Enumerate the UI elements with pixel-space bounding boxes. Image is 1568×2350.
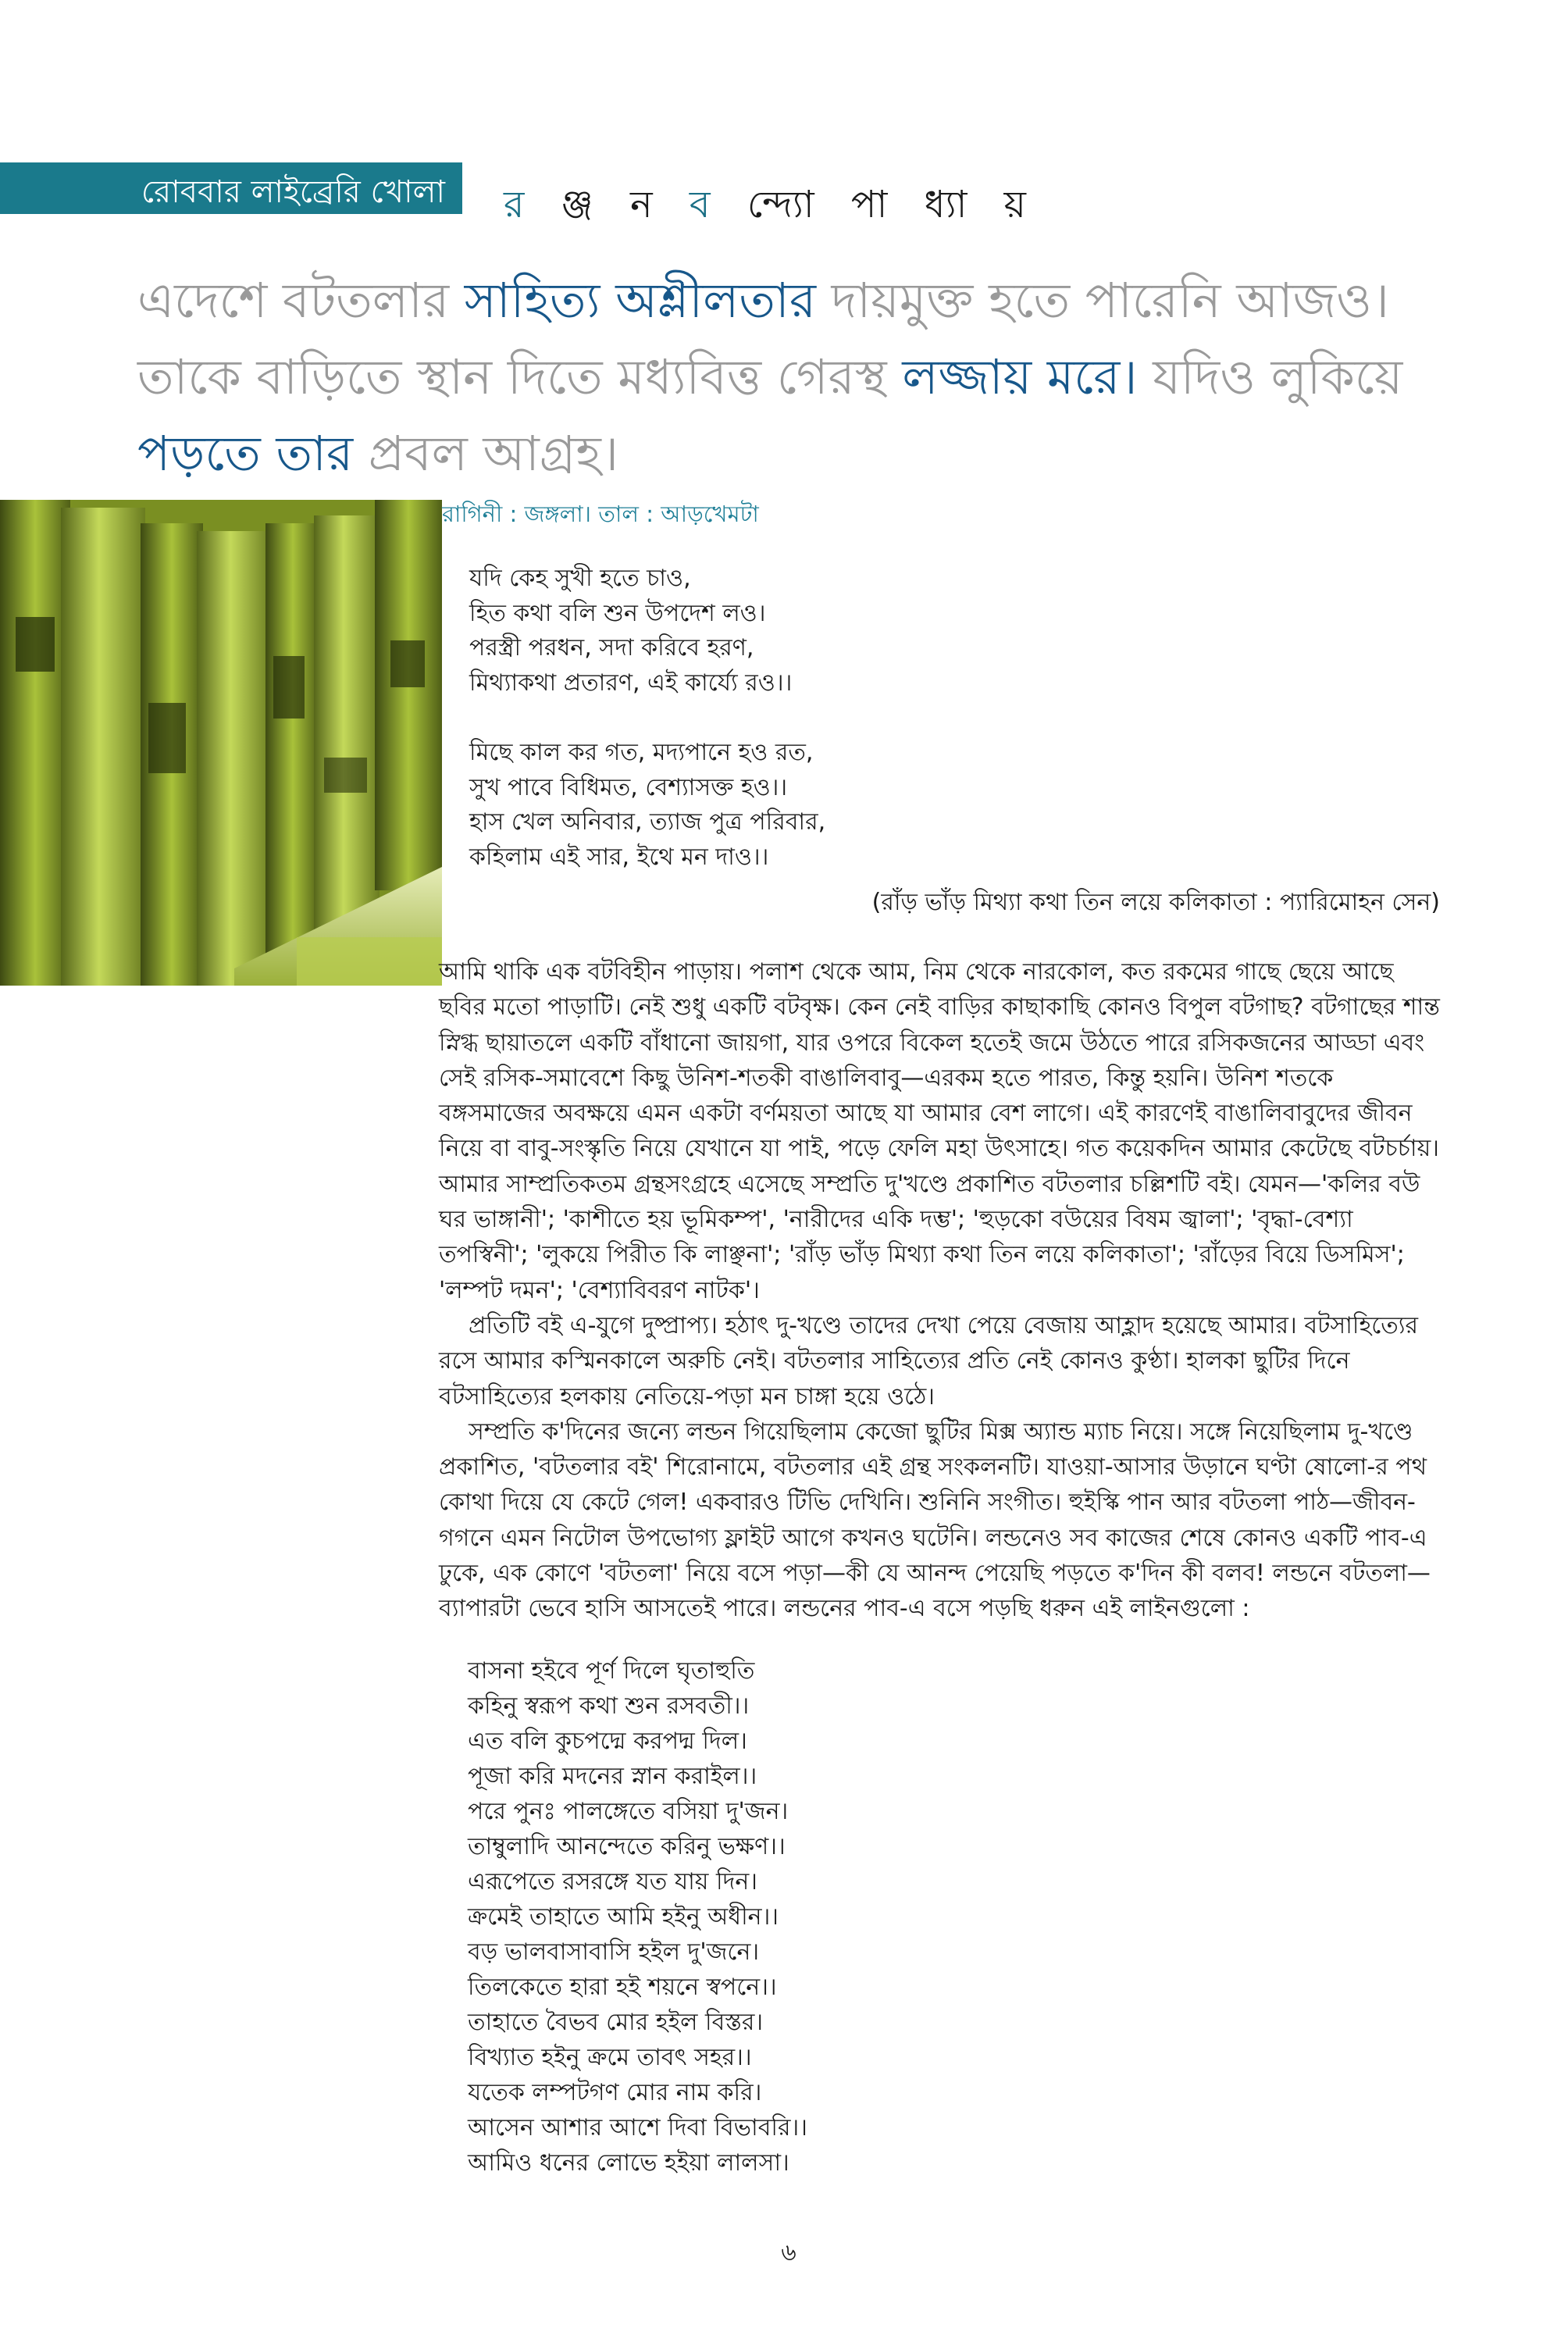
poem-line: এরূপেতে রসরঙ্গে যত যায় দিন। bbox=[468, 1868, 757, 1895]
verse-line: সুখ পাবে বিধিমত, বেশ্যাসক্ত হও।। bbox=[469, 773, 788, 801]
poem-line: বড় ভালবাসাবাসি হইল দু'জনে। bbox=[468, 1938, 760, 1966]
verse-line: হিত কথা বলি শুন উপদেশ লও। bbox=[469, 599, 766, 627]
author-initial-first: র bbox=[504, 183, 537, 226]
song-stanza-2 bbox=[469, 736, 825, 875]
page-number: ৬ bbox=[781, 2239, 796, 2266]
poem-line: পূজা করি মদনের স্নান করাইল।। bbox=[468, 1763, 757, 1790]
headline-text: প্রবল আগ্রহ। bbox=[353, 425, 618, 482]
article-body bbox=[439, 954, 1440, 1627]
poem-line: তাহাতে বৈভব মোর হইল বিস্তর। bbox=[468, 2009, 764, 2036]
poem-line: এত বলি কুচপদ্মে করপদ্ম দিল। bbox=[468, 1728, 747, 1755]
song-attribution: (রাঁড় ভাঁড় মিথ্যা কথা তিন লয়ে কলিকাতা : প্যারিমোহন সেন) bbox=[871, 889, 1440, 916]
headline-highlight: সাহিত্য অশ্লীলতার bbox=[464, 272, 816, 329]
headline-highlight: পড়তে তার bbox=[137, 425, 354, 482]
body-paragraph: আমি থাকি এক বটবিহীন পাড়ায়। পলাশ থেকে আম, নিম থেকে নারকোল, কত রকমের গাছে ছেয়ে আছে ছবির মতো পাড়াটি। নেই শুধু একটি বটবৃক্ষ। কেন নেই বাড়ির কাছাকাছি কোনও বিপুল বটগাছ? বটগাছের শান্ত স্নিগ্ধ ছায়াতলে একটি বাঁধানো জায়গা, যার ওপরে বিকেল হতেই জমে উঠতে পারে রসিকজনের আড্ডা এবং সেই রসিক-সমাবেশে কিছু উনিশ-শতকী বাঙালিবাবু—এরকম হতে পারত, কিন্তু হয়নি। উনিশ শতকে বঙ্গসমাজের অবক্ষয়ে এমন একটা বর্ণময়তা আছে যা আমার বেশ লাগে। এই কারণেই বাঙালিবাবুদের জীবন নিয়ে বা বাবু-সংস্কৃতি নিয়ে যেখানে যা পাই, পড়ে ফেলি মহা উৎসাহে। গত কয়েকদিন আমার কেটেছে বটচর্চায়। আমার সাম্প্রতিকতম গ্রন্থসংগ্রহে এসেছে সম্প্রতি দু'খণ্ডে প্রকাশিত বটতলার চল্লিশটি বই। যেমন—'কলির বউ ঘর ভাঙ্গানী'; 'কাশীতে হয় ভূমিকম্প', 'নারীদের একি দম্ভ'; 'হুড়কো বউয়ের বিষম জ্বালা'; 'বৃদ্ধা-বেশ্যা তপস্বিনী'; 'লুকয়ে পিরীত কি লাঞ্ছনা'; 'রাঁড় ভাঁড় মিথ্যা কথা তিন লয়ে কলিকাতা'; 'রাঁড়ের বিয়ে ডিসমিস'; 'লম্পট দমন'; 'বেশ্যাবিবরণ নাটক'। bbox=[439, 958, 1440, 1304]
headline-highlight: লজ্জায় মরে। bbox=[902, 348, 1138, 405]
verse-line: যদি কেহ সুখী হতে চাও, bbox=[469, 565, 691, 592]
author-last-name: ন্দ্যো পা ধ্যা য় bbox=[747, 183, 1039, 226]
poem-line: তিলকেতে হারা হই শয়নে স্বপনে।। bbox=[468, 1974, 777, 2001]
author-byline bbox=[504, 177, 1039, 238]
poem-line: পরে পুনঃ পালঙ্গেতে বসিয়া দু'জন। bbox=[468, 1798, 789, 1825]
verse-line: পরস্ত্রী পরধন, সদা করিবে হরণ, bbox=[469, 634, 754, 661]
body-paragraph: সম্প্রতি ক'দিনের জন্যে লন্ডন গিয়েছিলাম কেজো ছুটির মিক্স অ্যান্ড ম্যাচ নিয়ে। সঙ্গে নিয়েছিলাম দু-খণ্ডে প্রকাশিত, 'বটতলার বই' শিরোনামে, বটতলার এই গ্রন্থ সংকলনটি। যাওয়া-আসার উড়ানে ঘণ্টা ষোলো-র পথ কোথা দিয়ে যে কেটে গেল! একবারও টিভি দেখিনি। শুনিনি সংগীত। হুইস্কি পান আর বটতলা পাঠ—জীবন-গগনে এমন নিটোল উপভোগ্য ফ্লাইট আগে কখনও ঘটেনি। লন্ডনেও সব কাজের শেষে কোনও একটি পাব-এ ঢুকে, এক কোণে 'বটতলা' নিয়ে বসে পড়া—কী যে আনন্দ পেয়েছি পড়তে ক'দিন কী বলব! লন্ডনে বটতলা—ব্যাপারটা ভেবে হাসি আসতেই পারে। লন্ডনের পাব-এ বসে পড়ছি ধরুন এই লাইনগুলো : bbox=[439, 1417, 1431, 1623]
verse-line: কহিলাম এই সার, ইথে মন দাও।। bbox=[469, 843, 769, 871]
body-paragraph: প্রতিটি বই এ-যুগে দুষ্প্রাপ্য। হঠাৎ দু-খণ্ডে তাদের দেখা পেয়ে বেজায় আহ্লাদ হয়েছে আমার। বটসাহিত্যের রসে আমার কস্মিনকালে অরুচি নেই। বটতলার সাহিত্যের প্রতি নেই কোনও কুণ্ঠা। হালকা ছুটির দিনে বটসাহিত্যের হলকায় নেতিয়ে-পড়া মন চাঙ্গা হয়ে ওঠে। bbox=[439, 1311, 1418, 1410]
verse-line: হাস খেল অনিবার, ত্যাজ পুত্র পরিবার, bbox=[469, 808, 826, 836]
poem-line: আসেন আশার আশে দিবা বিভাবরি।। bbox=[468, 2114, 807, 2141]
section-tag: রোববার লাইব্রেরি খোলা bbox=[141, 174, 445, 210]
poem-line: বিখ্যাত হইনু ক্রমে তাবৎ সহর।। bbox=[468, 2044, 752, 2071]
poem-line: বাসনা হইবে পূর্ণ দিলে ঘৃতাহুতি bbox=[468, 1657, 755, 1685]
headline-text: এদেশে বটতলার bbox=[137, 272, 465, 329]
headline-text: যদিও লুকিয়ে bbox=[1137, 348, 1403, 405]
poem-line: ক্রমেই তাহাতে আমি হইনু অধীন।। bbox=[468, 1903, 779, 1931]
headline bbox=[137, 262, 1449, 492]
poem-line: কহিনু স্বরূপ কথা শুন রসবতী।। bbox=[468, 1692, 750, 1720]
quoted-poem bbox=[468, 1653, 807, 2181]
verse-line: মিছে কাল কর গত, মদ্যপানে হও রত, bbox=[469, 739, 814, 766]
author-first-name: ঞ্জ ন bbox=[561, 183, 665, 226]
song-stanza-1 bbox=[469, 562, 792, 701]
poem-line: আমিও ধনের লোভে হইয়া লালসা। bbox=[468, 2149, 789, 2177]
song-tune-label: রাগিনী : জঙ্গলা। তাল : আড়খেমটা bbox=[442, 501, 759, 527]
author-initial-last: ব bbox=[689, 183, 723, 226]
poem-line: তাম্বুলাদি আনন্দেতে করিনু ভক্ষণ।। bbox=[468, 1833, 786, 1860]
poem-line: যতেক লম্পটগণ মোর নাম করি। bbox=[468, 2079, 762, 2106]
bookshelf-photo bbox=[0, 500, 442, 986]
bookshelf-illustration bbox=[0, 500, 442, 986]
headline-text: দায়মুক্ত হতে পারেনি আজও। তাকে বাড়িতে স্থান দিতে মধ্যবিত্ত গেরস্থ bbox=[137, 272, 1389, 405]
verse-line: মিথ্যাকথা প্রতারণ, এই কার্য্যে রও।। bbox=[469, 669, 793, 697]
section-tag-banner bbox=[0, 162, 462, 214]
